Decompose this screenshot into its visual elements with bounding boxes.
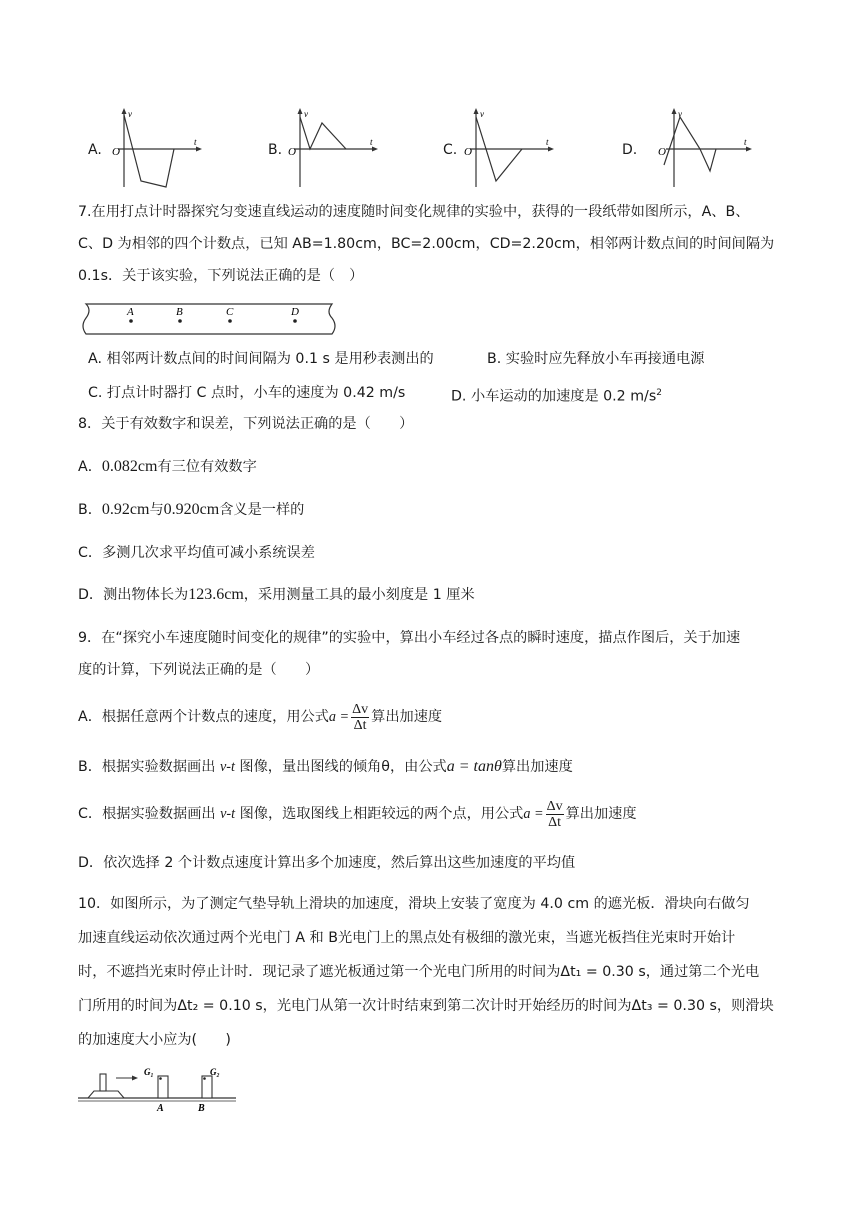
q7-option-a[interactable]: A. 相邻两计数点间的时间间隔为 0.1 s 是用秒表测出的 <box>88 351 434 367</box>
q6-graph-b <box>284 105 384 191</box>
q9-stem-line1: 9．在“探究小车速度随时间变化的规律”的实验中，算出小车经过各点的瞬时速度，描点作图后，关于加速 <box>78 630 741 646</box>
tape-label-a: A <box>127 306 134 318</box>
q10-stem-line3: 时，不遮挡光束时停止计时．现记录了遮光板通过第一个光电门所用的时间为Δt₁ = 0.30 s，通过第二个光电 <box>78 964 760 980</box>
q6-c-origin: O <box>464 146 472 158</box>
tape-point-d <box>293 319 297 323</box>
q8-option-c[interactable]: C．多测几次求平均值可减小系统误差 <box>78 545 315 561</box>
tape-point-b <box>178 319 182 323</box>
q9-c-vt: v-t <box>220 806 236 822</box>
q6-graph-a <box>108 105 208 191</box>
q7-paper-tape <box>80 300 338 338</box>
q9-b-vt: v-t <box>219 759 235 775</box>
q9-a-formula-fraction: $\frac{\Delta v}{\Delta t}$ <box>352 701 369 733</box>
q6-option-d-label[interactable]: D. <box>622 142 638 158</box>
q9-option-a[interactable] <box>78 700 442 734</box>
q6-option-b-label[interactable]: B. <box>268 142 283 158</box>
q9-a-suffix: 算出加速度 <box>371 709 443 725</box>
q10-air-track-diagram <box>78 1064 238 1114</box>
q9-b-prefix: B．根据实验数据画出 <box>78 759 216 775</box>
tape-point-c <box>228 319 232 323</box>
q9-b-formula: a = tanθ <box>446 758 502 775</box>
q10-stem-line2: 加速直线运动依次通过两个光电门 A 和 B光电门上的黑点处有极细的激光束，当遮光板挡住光束时开始计 <box>78 930 736 946</box>
q8-a-text: 有三位有效数字 <box>157 459 257 475</box>
q9-c-mid: 图像，选取图线上相距较远的两个点，用公式 <box>239 806 524 822</box>
q8-option-b[interactable] <box>78 500 304 520</box>
q9-a-formula-lhs: a = <box>328 709 350 725</box>
q9-c-suffix: 算出加速度 <box>565 806 637 822</box>
q9-c-prefix: C．根据实验数据画出 <box>78 806 216 822</box>
q8-option-a[interactable] <box>78 457 257 477</box>
q8-b-value2: 0.920cm <box>163 501 220 518</box>
q7-option-d-exponent: 2 <box>656 388 662 398</box>
q6-b-v-label: v <box>304 109 308 119</box>
q8-b-prefix: B． <box>78 502 102 518</box>
q6-c-t-label: t <box>546 137 549 147</box>
q8-stem: 8．关于有效数字和误差，下列说法正确的是（ ） <box>78 416 414 432</box>
gate-1-label: G₁ <box>144 1067 154 1077</box>
gate-b-label: B <box>198 1103 205 1114</box>
q9-option-c[interactable] <box>78 797 637 831</box>
q10-stem-line4: 门所用的时间为Δt₂ = 0.10 s，光电门从第一次计时结束到第二次计时开始经历的时间为Δt₃ = 0.30 s，则滑块 <box>78 998 774 1014</box>
q6-a-origin: O <box>112 146 120 158</box>
gate-a-label: A <box>157 1103 164 1114</box>
q6-a-v-label: v <box>128 109 132 119</box>
q7-stem-line3: 0.1s．关于该实验，下列说法正确的是（ ） <box>78 268 364 284</box>
gate-2-label: G₂ <box>210 1067 220 1077</box>
tape-label-c: C <box>226 306 234 318</box>
q6-d-origin: O <box>658 146 666 158</box>
q8-b-value1: 0.92cm <box>101 501 150 518</box>
q6-a-t-label: t <box>194 137 197 147</box>
q8-d-prefix: D．测出物体长为 <box>78 587 189 603</box>
q9-option-d[interactable]: D．依次选择 2 个计数点速度计算出多个加速度，然后算出这些加速度的平均值 <box>78 855 576 871</box>
q6-graph-c <box>460 105 560 191</box>
q6-option-a-label[interactable]: A. <box>88 142 102 158</box>
q8-b-mid: 与 <box>149 502 164 518</box>
q7-stem-line2: C、D 为相邻的四个计数点，已知 AB=1.80cm，BC=2.00cm，CD=2.20cm，相邻两计数点间的时间间隔为 <box>78 236 775 252</box>
q10-stem-line1: 10．如图所示，为了测定气垫导轨上滑块的加速度，滑块上安装了宽度为 4.0 cm 的遮光板．滑块向右做匀 <box>78 896 750 912</box>
q8-b-text: 含义是一样的 <box>219 502 305 518</box>
q6-b-t-label: t <box>370 137 373 147</box>
q6-d-t-label: t <box>744 137 747 147</box>
q9-stem-line2: 度的计算，下列说法正确的是（ ） <box>78 662 320 678</box>
q9-a-prefix: A．根据任意两个计数点的速度，用公式 <box>78 709 329 725</box>
q7-option-c[interactable]: C. 打点计时器打 C 点时，小车的速度为 0.42 m/s <box>88 385 406 401</box>
q8-a-value: 0.082cm <box>101 458 158 475</box>
q7-stem-line1: 7.在用打点计时器探究匀变速直线运动的速度随时间变化规律的实验中，获得的一段纸带如图所示，A、B、 <box>78 204 750 220</box>
q6-d-v-label: v <box>678 109 682 119</box>
q8-d-value: 123.6cm <box>188 586 244 603</box>
q8-a-prefix: A． <box>78 459 102 475</box>
q7-option-d-text: D. 小车运动的加速度是 0.2 m/s <box>451 388 657 405</box>
q6-option-c-label[interactable]: C. <box>443 142 458 158</box>
tape-label-d: D <box>291 306 299 318</box>
tape-point-a <box>129 319 133 323</box>
q8-d-text: ，采用测量工具的最小刻度是 1 厘米 <box>243 587 475 603</box>
q9-b-mid: 图像，量出图线的倾角θ，由公式 <box>239 759 447 775</box>
q9-b-suffix: 算出加速度 <box>501 759 573 775</box>
q8-option-d[interactable] <box>78 585 475 605</box>
q6-c-v-label: v <box>480 109 484 119</box>
q6-b-origin: O <box>288 146 296 158</box>
q10-stem-line5: 的加速度大小应为( ) <box>78 1032 231 1048</box>
q9-c-formula-fraction: $\frac{\Delta v}{\Delta t}$ <box>546 798 563 830</box>
q9-option-b[interactable] <box>78 757 573 777</box>
q7-option-b[interactable]: B. 实验时应先释放小车再接通电源 <box>487 351 705 367</box>
q7-option-d[interactable] <box>451 383 662 407</box>
tape-label-b: B <box>176 306 183 318</box>
q9-c-formula-lhs: a = <box>523 806 544 822</box>
q6-graph-d <box>658 105 758 191</box>
